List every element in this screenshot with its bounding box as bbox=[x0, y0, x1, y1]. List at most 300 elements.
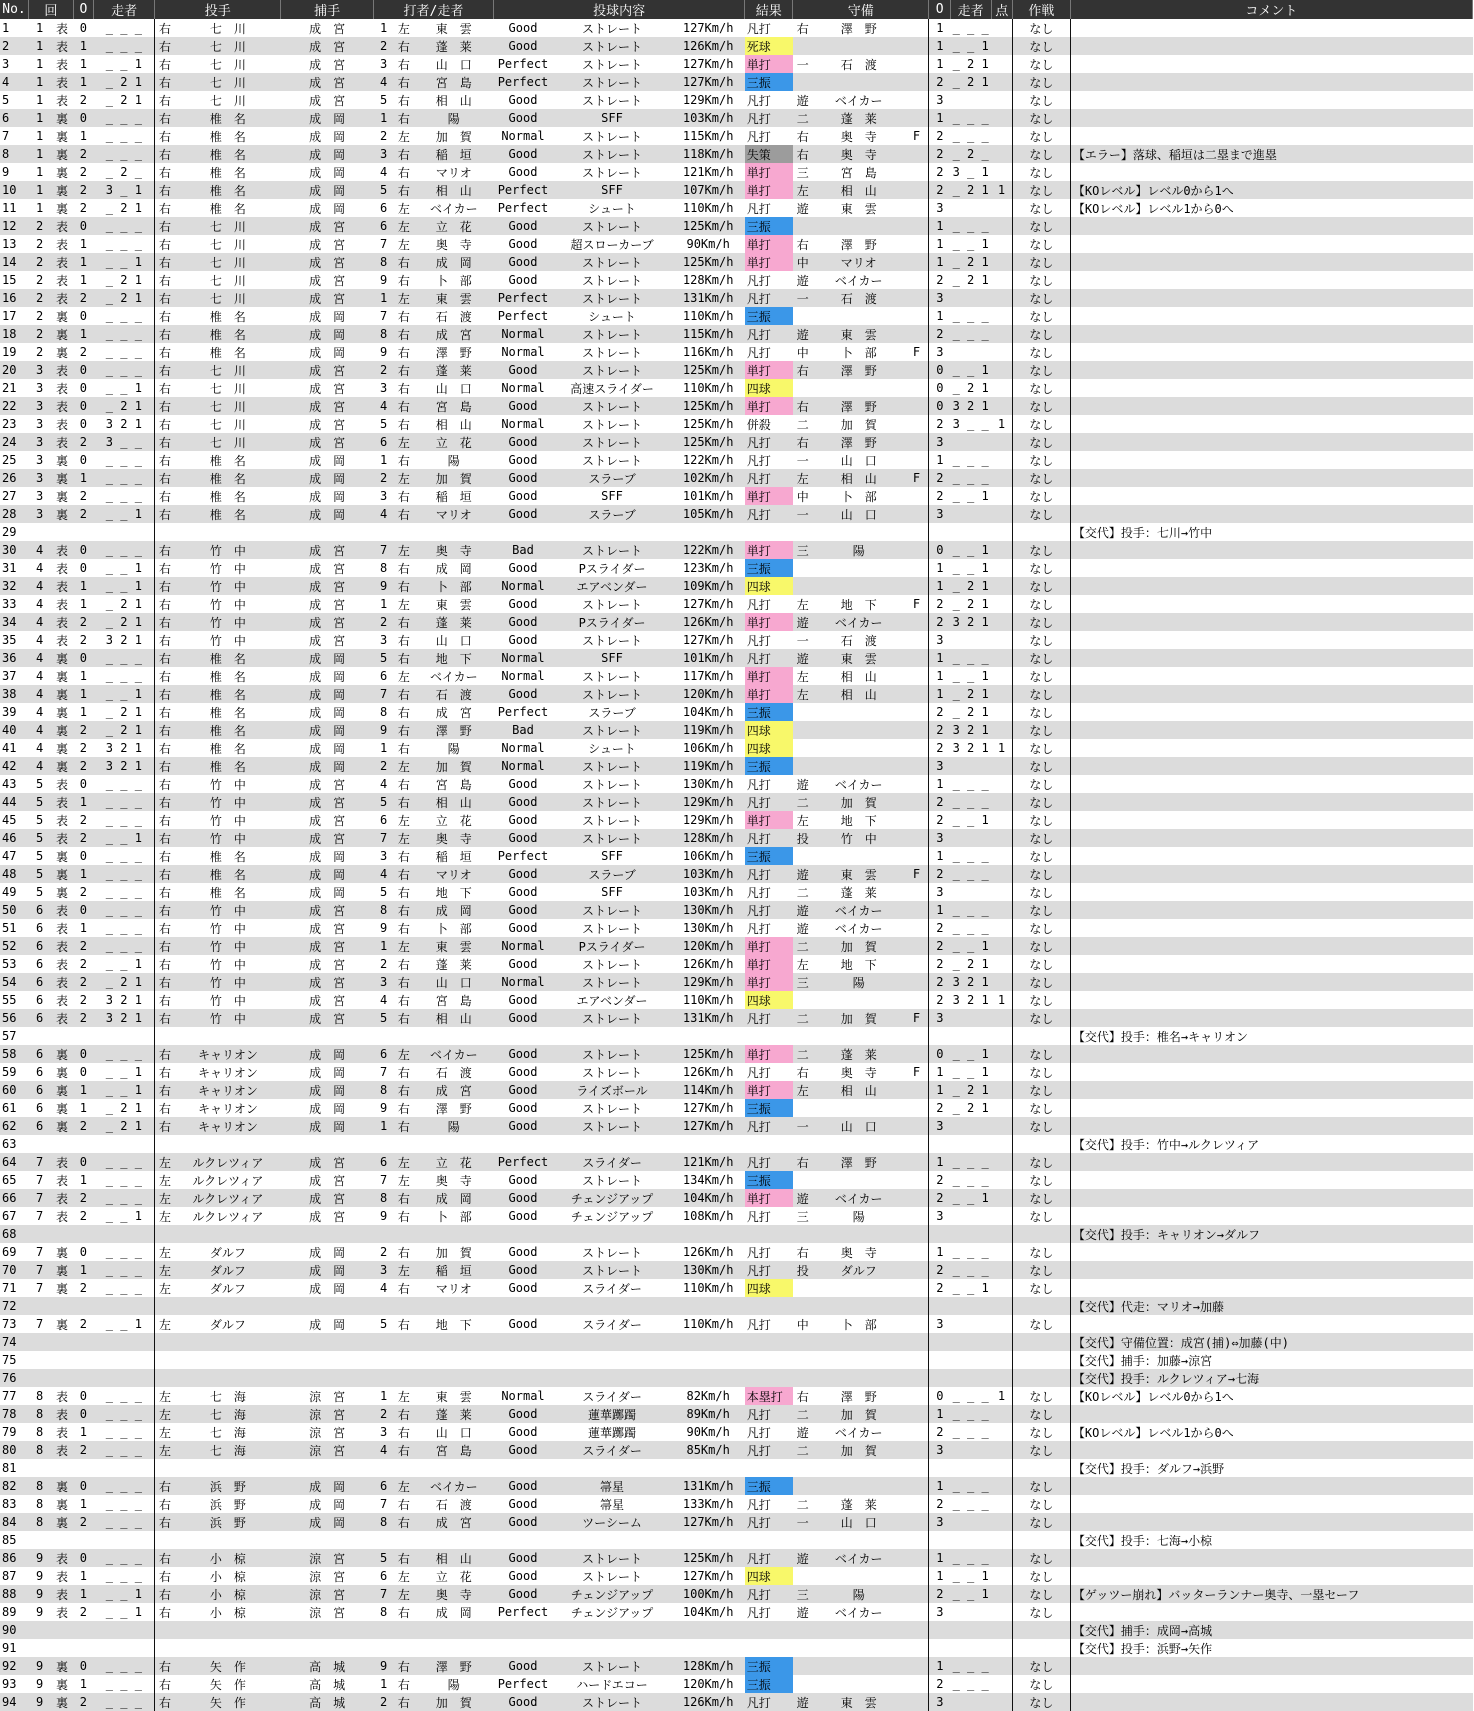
cell-speed: 126Km/h bbox=[672, 613, 745, 631]
cell-batter: 宮 島 bbox=[414, 991, 493, 1009]
cell-strategy: なし bbox=[1012, 775, 1070, 793]
cell-runners-after: _ _ 1 bbox=[950, 1045, 991, 1063]
cell-strategy: なし bbox=[1012, 1477, 1070, 1495]
cell-fielder: 澤 野 bbox=[813, 235, 905, 253]
cell-fielder bbox=[813, 739, 905, 757]
cell-half: 裏 bbox=[51, 1477, 73, 1495]
cell-runners: _ _ _ bbox=[94, 1441, 155, 1459]
cell-runs bbox=[991, 901, 1012, 919]
cell-batter: 宮 島 bbox=[414, 1441, 493, 1459]
cell-batter-hand: 右 bbox=[394, 613, 414, 631]
cell-runs bbox=[991, 37, 1012, 55]
cell-speed: 130Km/h bbox=[672, 1261, 745, 1279]
cell-no: 77 bbox=[0, 1387, 28, 1405]
cell-strategy: なし bbox=[1012, 199, 1070, 217]
cell-result: 単打 bbox=[745, 181, 793, 199]
cell-strategy: なし bbox=[1012, 1279, 1070, 1297]
cell-batting-order: 3 bbox=[373, 631, 393, 649]
cell-batter: 成 宮 bbox=[414, 1081, 493, 1099]
cell-foul-flag: F bbox=[905, 127, 929, 145]
cell-batting-order bbox=[373, 1351, 393, 1369]
cell-outs-after: 2 bbox=[929, 1585, 950, 1603]
cell-result: 凡打 bbox=[745, 829, 793, 847]
cell-runs bbox=[991, 361, 1012, 379]
cell-batting-order: 1 bbox=[373, 937, 393, 955]
cell-pitch-quality: Good bbox=[493, 253, 552, 271]
cell-pitch-quality: Good bbox=[493, 811, 552, 829]
table-row bbox=[0, 1171, 1473, 1189]
cell-fielder: 奥 寺 bbox=[813, 127, 905, 145]
cell-runners-after: _ _ _ bbox=[950, 217, 991, 235]
cell-pitcher: 椎 名 bbox=[175, 451, 281, 469]
cell-runs bbox=[991, 397, 1012, 415]
cell-outs-after: 3 bbox=[929, 1693, 950, 1711]
cell-strategy: なし bbox=[1012, 361, 1070, 379]
cell-runners bbox=[94, 1621, 155, 1639]
cell-outs: 0 bbox=[73, 217, 93, 235]
cell-comment: 【交代】投手：ルクレツィア→七海 bbox=[1070, 1369, 1472, 1387]
cell-half: 表 bbox=[51, 397, 73, 415]
cell-inning: 5 bbox=[28, 775, 50, 793]
cell-foul-flag bbox=[905, 1135, 929, 1153]
cell-fielder-pos: 遊 bbox=[793, 1603, 813, 1621]
cell-result: 凡打 bbox=[745, 19, 793, 37]
cell-speed: 120Km/h bbox=[672, 685, 745, 703]
cell-fielder-pos: 三 bbox=[793, 541, 813, 559]
cell-strategy: なし bbox=[1012, 1585, 1070, 1603]
cell-batter: 稲 垣 bbox=[414, 145, 493, 163]
cell-batting-order: 1 bbox=[373, 109, 393, 127]
cell-half: 表 bbox=[51, 919, 73, 937]
cell-result: 単打 bbox=[745, 541, 793, 559]
cell-runs: 1 bbox=[991, 1387, 1012, 1405]
cell-fielder bbox=[813, 379, 905, 397]
cell-batting-order: 1 bbox=[373, 289, 393, 307]
cell-pitch-type: ストレート bbox=[553, 1117, 672, 1135]
cell-foul-flag bbox=[905, 487, 929, 505]
cell-foul-flag bbox=[905, 199, 929, 217]
cell-pitcher-hand: 右 bbox=[155, 325, 175, 343]
cell-half: 表 bbox=[51, 793, 73, 811]
cell-batter: 地 下 bbox=[414, 649, 493, 667]
table-row bbox=[0, 847, 1473, 865]
cell-pitcher bbox=[175, 1351, 281, 1369]
cell-catcher: 成 宮 bbox=[281, 217, 374, 235]
cell-comment bbox=[1070, 1261, 1472, 1279]
cell-pitcher-hand: 右 bbox=[155, 19, 175, 37]
cell-result: 四球 bbox=[745, 1567, 793, 1585]
cell-half: 表 bbox=[51, 955, 73, 973]
cell-comment bbox=[1070, 91, 1472, 109]
cell-no: 1 bbox=[0, 19, 28, 37]
cell-fielder: 宮 島 bbox=[813, 163, 905, 181]
cell-runners: _ 2 1 bbox=[94, 199, 155, 217]
cell-foul-flag: F bbox=[905, 469, 929, 487]
cell-runners-after: _ _ 1 bbox=[950, 1567, 991, 1585]
cell-pitcher-hand: 右 bbox=[155, 1675, 175, 1693]
table-row bbox=[0, 703, 1473, 721]
cell-catcher: 成 岡 bbox=[281, 667, 374, 685]
cell-strategy: なし bbox=[1012, 1513, 1070, 1531]
cell-strategy bbox=[1012, 1225, 1070, 1243]
cell-strategy: なし bbox=[1012, 883, 1070, 901]
cell-pitcher-hand: 右 bbox=[155, 37, 175, 55]
cell-pitch-type: ストレート bbox=[553, 1063, 672, 1081]
cell-pitch-type: 蓮華躑躅 bbox=[553, 1405, 672, 1423]
cell-strategy: なし bbox=[1012, 955, 1070, 973]
cell-pitcher-hand: 右 bbox=[155, 883, 175, 901]
cell-pitch-type: ストレート bbox=[553, 163, 672, 181]
cell-fielder-pos: 一 bbox=[793, 1117, 813, 1135]
cell-batting-order bbox=[373, 1225, 393, 1243]
cell-foul-flag bbox=[905, 703, 929, 721]
cell-pitch-quality: Good bbox=[493, 1441, 552, 1459]
cell-inning: 4 bbox=[28, 595, 50, 613]
cell-pitch-type: エアベンダー bbox=[553, 577, 672, 595]
table-row bbox=[0, 811, 1473, 829]
cell-pitch-type: ストレート bbox=[553, 1099, 672, 1117]
cell-fielder-pos bbox=[793, 37, 813, 55]
cell-foul-flag bbox=[905, 1441, 929, 1459]
cell-fielder: 澤 野 bbox=[813, 19, 905, 37]
cell-catcher: 成 岡 bbox=[281, 1063, 374, 1081]
cell-pitch-type: ストレート bbox=[553, 811, 672, 829]
cell-strategy: なし bbox=[1012, 1603, 1070, 1621]
cell-outs-after: 3 bbox=[929, 433, 950, 451]
cell-half: 表 bbox=[51, 559, 73, 577]
cell-result: 凡打 bbox=[745, 883, 793, 901]
cell-pitch-type bbox=[553, 1369, 672, 1387]
cell-speed bbox=[672, 1369, 745, 1387]
cell-speed: 131Km/h bbox=[672, 289, 745, 307]
cell-pitcher: 七 海 bbox=[175, 1441, 281, 1459]
cell-outs: 1 bbox=[73, 667, 93, 685]
cell-catcher: 成 岡 bbox=[281, 1513, 374, 1531]
cell-outs: 1 bbox=[73, 865, 93, 883]
cell-catcher: 成 岡 bbox=[281, 469, 374, 487]
cell-result: 四球 bbox=[745, 1279, 793, 1297]
cell-pitcher: 小 椋 bbox=[175, 1585, 281, 1603]
table-row bbox=[0, 667, 1473, 685]
cell-runs: 1 bbox=[991, 739, 1012, 757]
cell-speed: 127Km/h bbox=[672, 19, 745, 37]
cell-no: 31 bbox=[0, 559, 28, 577]
cell-inning: 7 bbox=[28, 1153, 50, 1171]
cell-result bbox=[745, 1621, 793, 1639]
table-row bbox=[0, 919, 1473, 937]
cell-pitch-quality: Good bbox=[493, 361, 552, 379]
cell-half: 表 bbox=[51, 1441, 73, 1459]
table-row bbox=[0, 937, 1473, 955]
cell-batter: 奥 寺 bbox=[414, 1171, 493, 1189]
cell-no: 40 bbox=[0, 721, 28, 739]
cell-pitch-type: ライズボール bbox=[553, 1081, 672, 1099]
cell-pitcher-hand: 右 bbox=[155, 163, 175, 181]
cell-runners-after: _ _ 1 bbox=[950, 811, 991, 829]
cell-runs bbox=[991, 1405, 1012, 1423]
cell-comment bbox=[1070, 685, 1472, 703]
cell-half: 表 bbox=[51, 577, 73, 595]
cell-batting-order: 7 bbox=[373, 1063, 393, 1081]
cell-inning: 5 bbox=[28, 865, 50, 883]
cell-fielder-pos: 中 bbox=[793, 343, 813, 361]
cell-outs: 2 bbox=[73, 289, 93, 307]
cell-half: 表 bbox=[51, 379, 73, 397]
cell-half: 裏 bbox=[51, 1693, 73, 1711]
cell-inning: 4 bbox=[28, 541, 50, 559]
cell-inning: 1 bbox=[28, 181, 50, 199]
cell-inning: 6 bbox=[28, 1045, 50, 1063]
cell-no: 19 bbox=[0, 343, 28, 361]
cell-pitch-quality: Good bbox=[493, 1279, 552, 1297]
cell-outs-after: 2 bbox=[929, 595, 950, 613]
cell-pitcher-hand bbox=[155, 1621, 175, 1639]
cell-strategy: なし bbox=[1012, 1441, 1070, 1459]
cell-no: 89 bbox=[0, 1603, 28, 1621]
cell-fielder: 東 雲 bbox=[813, 649, 905, 667]
cell-fielder: 相 山 bbox=[813, 685, 905, 703]
cell-runners: _ _ 1 bbox=[94, 955, 155, 973]
cell-outs: 2 bbox=[73, 829, 93, 847]
cell-batting-order: 9 bbox=[373, 343, 393, 361]
cell-no: 74 bbox=[0, 1333, 28, 1351]
cell-speed: 107Km/h bbox=[672, 181, 745, 199]
cell-runners: _ _ _ bbox=[94, 145, 155, 163]
cell-catcher: 成 宮 bbox=[281, 559, 374, 577]
cell-pitcher: 七 川 bbox=[175, 55, 281, 73]
cell-result: 単打 bbox=[745, 487, 793, 505]
cell-batter-hand: 右 bbox=[394, 1675, 414, 1693]
cell-inning: 6 bbox=[28, 955, 50, 973]
cell-runs bbox=[991, 307, 1012, 325]
cell-runs bbox=[991, 55, 1012, 73]
cell-batter bbox=[414, 1297, 493, 1315]
cell-runners: _ 2 1 bbox=[94, 91, 155, 109]
cell-runners: _ _ _ bbox=[94, 667, 155, 685]
cell-result: 凡打 bbox=[745, 1261, 793, 1279]
cell-no: 17 bbox=[0, 307, 28, 325]
cell-fielder-pos bbox=[793, 1297, 813, 1315]
cell-runs bbox=[991, 775, 1012, 793]
cell-pitch-quality: Good bbox=[493, 883, 552, 901]
cell-comment bbox=[1070, 1045, 1472, 1063]
cell-pitcher: 椎 名 bbox=[175, 847, 281, 865]
cell-pitch-quality: Good bbox=[493, 901, 552, 919]
cell-pitch-quality: Good bbox=[493, 1315, 552, 1333]
cell-result bbox=[745, 1027, 793, 1045]
cell-strategy bbox=[1012, 1459, 1070, 1477]
cell-inning: 6 bbox=[28, 901, 50, 919]
cell-comment bbox=[1070, 901, 1472, 919]
cell-catcher bbox=[281, 1135, 374, 1153]
cell-pitch-quality: Good bbox=[493, 865, 552, 883]
cell-half: 表 bbox=[51, 433, 73, 451]
cell-batter-hand: 右 bbox=[394, 649, 414, 667]
cell-foul-flag bbox=[905, 73, 929, 91]
cell-batting-order bbox=[373, 1369, 393, 1387]
cell-batter-hand: 左 bbox=[394, 19, 414, 37]
cell-runners-after: 3 _ 1 bbox=[950, 163, 991, 181]
cell-result: 四球 bbox=[745, 379, 793, 397]
cell-half: 表 bbox=[51, 73, 73, 91]
cell-outs-after: 1 bbox=[929, 451, 950, 469]
cell-runners: _ _ 1 bbox=[94, 559, 155, 577]
cell-batter: 蓬 莱 bbox=[414, 1405, 493, 1423]
cell-batter-hand: 右 bbox=[394, 343, 414, 361]
table-row bbox=[0, 217, 1473, 235]
cell-result: 凡打 bbox=[745, 865, 793, 883]
cell-speed bbox=[672, 1135, 745, 1153]
cell-fielder-pos: 遊 bbox=[793, 919, 813, 937]
cell-pitcher: キャリオン bbox=[175, 1045, 281, 1063]
cell-pitcher bbox=[175, 1369, 281, 1387]
cell-result: 凡打 bbox=[745, 1441, 793, 1459]
cell-no: 55 bbox=[0, 991, 28, 1009]
cell-outs: 0 bbox=[73, 1243, 93, 1261]
cell-batter-hand: 右 bbox=[394, 397, 414, 415]
cell-runs bbox=[991, 1333, 1012, 1351]
cell-batting-order: 8 bbox=[373, 559, 393, 577]
cell-batter-hand bbox=[394, 1027, 414, 1045]
cell-strategy: なし bbox=[1012, 973, 1070, 991]
cell-batter-hand: 右 bbox=[394, 37, 414, 55]
cell-runs bbox=[991, 289, 1012, 307]
cell-runners-after: _ _ _ bbox=[950, 1387, 991, 1405]
cell-outs: 2 bbox=[73, 757, 93, 775]
cell-foul-flag bbox=[905, 325, 929, 343]
cell-inning: 2 bbox=[28, 271, 50, 289]
cell-half bbox=[51, 523, 73, 541]
cell-speed: 110Km/h bbox=[672, 991, 745, 1009]
cell-runners-after: _ 2 1 bbox=[950, 253, 991, 271]
cell-comment bbox=[1070, 505, 1472, 523]
cell-foul-flag bbox=[905, 1549, 929, 1567]
table-row bbox=[0, 379, 1473, 397]
cell-no: 41 bbox=[0, 739, 28, 757]
cell-outs: 2 bbox=[73, 163, 93, 181]
cell-inning: 1 bbox=[28, 127, 50, 145]
cell-speed: 104Km/h bbox=[672, 703, 745, 721]
cell-pitcher-hand: 右 bbox=[155, 1585, 175, 1603]
cell-result: 三振 bbox=[745, 1171, 793, 1189]
cell-inning: 1 bbox=[28, 199, 50, 217]
cell-foul-flag bbox=[905, 1387, 929, 1405]
cell-batter-hand: 左 bbox=[394, 1261, 414, 1279]
cell-outs: 1 bbox=[73, 1099, 93, 1117]
cell-catcher: 成 岡 bbox=[281, 703, 374, 721]
cell-catcher bbox=[281, 523, 374, 541]
cell-result: 凡打 bbox=[745, 1009, 793, 1027]
cell-pitch-type: チェンジアップ bbox=[553, 1207, 672, 1225]
cell-runners-after: _ 2 1 bbox=[950, 379, 991, 397]
table-row bbox=[0, 1207, 1473, 1225]
cell-result: 単打 bbox=[745, 163, 793, 181]
cell-batting-order bbox=[373, 1639, 393, 1657]
cell-batting-order: 6 bbox=[373, 1477, 393, 1495]
cell-no: 52 bbox=[0, 937, 28, 955]
cell-pitcher: 七 川 bbox=[175, 253, 281, 271]
cell-comment: 【交代】投手：キャリオン→ダルフ bbox=[1070, 1225, 1472, 1243]
cell-batting-order: 9 bbox=[373, 1657, 393, 1675]
cell-batter: ベイカー bbox=[414, 667, 493, 685]
cell-catcher: 涼 宮 bbox=[281, 1387, 374, 1405]
cell-strategy: なし bbox=[1012, 703, 1070, 721]
cell-catcher: 成 岡 bbox=[281, 505, 374, 523]
cell-outs: 2 bbox=[73, 721, 93, 739]
cell-comment bbox=[1070, 1567, 1472, 1585]
cell-runners: _ _ _ bbox=[94, 1657, 155, 1675]
cell-catcher: 成 宮 bbox=[281, 631, 374, 649]
cell-outs-after bbox=[929, 1225, 950, 1243]
cell-batter: 奥 寺 bbox=[414, 235, 493, 253]
cell-pitcher: 竹 中 bbox=[175, 595, 281, 613]
cell-pitch-type: ハードエコー bbox=[553, 1675, 672, 1693]
cell-batting-order: 9 bbox=[373, 1207, 393, 1225]
cell-speed: 125Km/h bbox=[672, 1045, 745, 1063]
cell-fielder bbox=[813, 1279, 905, 1297]
cell-pitch-type: スラーブ bbox=[553, 469, 672, 487]
cell-result: 三振 bbox=[745, 217, 793, 235]
cell-foul-flag bbox=[905, 1531, 929, 1549]
table-row bbox=[0, 1405, 1473, 1423]
cell-outs: 2 bbox=[73, 991, 93, 1009]
cell-batter: 澤 野 bbox=[414, 343, 493, 361]
cell-fielder-pos bbox=[793, 1675, 813, 1693]
cell-batter-hand: 右 bbox=[394, 559, 414, 577]
cell-runners-after: _ _ 1 bbox=[950, 559, 991, 577]
cell-batting-order: 9 bbox=[373, 271, 393, 289]
cell-no: 63 bbox=[0, 1135, 28, 1153]
cell-strategy: なし bbox=[1012, 181, 1070, 199]
cell-speed: 82Km/h bbox=[672, 1387, 745, 1405]
cell-runners: _ _ _ bbox=[94, 775, 155, 793]
cell-half: 表 bbox=[51, 271, 73, 289]
cell-pitch-type: ストレート bbox=[553, 397, 672, 415]
cell-fielder-pos: 一 bbox=[793, 55, 813, 73]
cell-pitch-quality: Perfect bbox=[493, 703, 552, 721]
cell-speed: 118Km/h bbox=[672, 145, 745, 163]
cell-pitch-type: ストレート bbox=[553, 325, 672, 343]
cell-pitch-type: 箒星 bbox=[553, 1477, 672, 1495]
cell-speed: 110Km/h bbox=[672, 307, 745, 325]
cell-fielder-pos bbox=[793, 1621, 813, 1639]
cell-runners: _ _ _ bbox=[94, 235, 155, 253]
cell-batting-order: 7 bbox=[373, 307, 393, 325]
cell-runners bbox=[94, 1351, 155, 1369]
cell-batter-hand: 右 bbox=[394, 901, 414, 919]
cell-foul-flag bbox=[905, 1567, 929, 1585]
cell-batting-order: 5 bbox=[373, 181, 393, 199]
cell-comment bbox=[1070, 1603, 1472, 1621]
cell-strategy: なし bbox=[1012, 433, 1070, 451]
cell-runners: _ _ _ bbox=[94, 901, 155, 919]
cell-catcher: 成 岡 bbox=[281, 1117, 374, 1135]
cell-runs bbox=[991, 667, 1012, 685]
cell-outs-after: 0 bbox=[929, 1387, 950, 1405]
table-row bbox=[0, 73, 1473, 91]
cell-outs: 1 bbox=[73, 685, 93, 703]
cell-speed: 120Km/h bbox=[672, 937, 745, 955]
cell-runners-after: _ _ _ bbox=[950, 1477, 991, 1495]
cell-runners bbox=[94, 1135, 155, 1153]
cell-pitch-quality: Good bbox=[493, 1693, 552, 1711]
cell-runners-after: _ _ 1 bbox=[950, 1279, 991, 1297]
cell-no: 23 bbox=[0, 415, 28, 433]
cell-runners: _ 2 1 bbox=[94, 397, 155, 415]
cell-batter-hand: 右 bbox=[394, 919, 414, 937]
cell-pitcher-hand: 右 bbox=[155, 955, 175, 973]
cell-speed bbox=[672, 1027, 745, 1045]
